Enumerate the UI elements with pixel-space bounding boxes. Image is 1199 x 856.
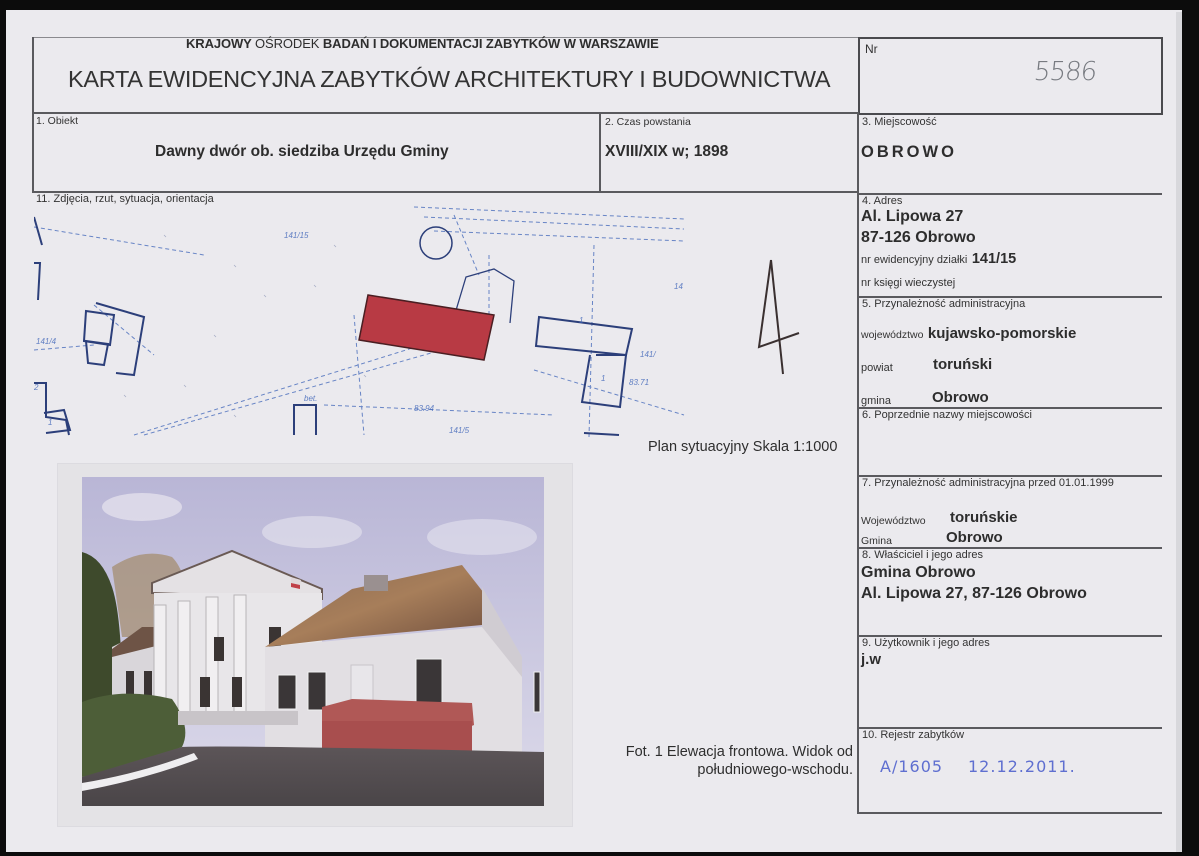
svg-text:83.94: 83.94 — [414, 404, 435, 413]
rule-3-4 — [858, 193, 1162, 195]
manor-house-photo — [82, 477, 544, 806]
photo-caption-line2: południowego-wschodu. — [697, 762, 853, 778]
poprzednie-nazwy-label: 6. Poprzednie nazwy miejscowości — [862, 409, 1032, 421]
adres-line2: 87-126 Obrowo — [861, 229, 976, 246]
svg-text:2: 2 — [34, 383, 39, 392]
svg-text:141/5: 141/5 — [449, 426, 470, 435]
institution-part-1: KRAJOWY — [186, 36, 256, 51]
dzialka-row — [861, 250, 1016, 268]
nr-label: Nr — [865, 42, 878, 56]
rejestr-label: 10. Rejestr zabytków — [862, 729, 965, 741]
czas-value: XVIII/XIX w; 1898 — [605, 143, 729, 160]
right-column-divider — [857, 112, 859, 814]
left-border — [32, 37, 34, 193]
uzytkownik-value: j.w — [861, 651, 882, 668]
svg-text:1: 1 — [601, 374, 606, 383]
svg-text:141/15: 141/15 — [284, 231, 309, 240]
uzytkownik-label: 9. Użytkownik i jego adres — [862, 637, 990, 649]
miejscowosc-value: OBROWO — [861, 143, 957, 161]
svg-text:141/4: 141/4 — [36, 337, 57, 346]
gmina-1999-label: Gmina — [861, 535, 892, 547]
obiekt-czas-divider — [599, 112, 601, 193]
obiekt-label: 1. Obiekt — [36, 115, 79, 127]
wojewodztwo-1999-label: Województwo — [861, 515, 926, 527]
paper-edge — [1176, 12, 1182, 852]
site-plan-map — [34, 205, 690, 437]
institution-name — [186, 36, 659, 51]
svg-text:141/: 141/ — [640, 350, 656, 359]
highlighted-building — [359, 295, 494, 360]
svg-text:1: 1 — [48, 418, 53, 427]
institution-part-3: BADAŃ I DOKUMENTACJI ZABYTKÓW W WARSZAWIE — [319, 36, 659, 51]
gmina-value: Obrowo — [932, 389, 989, 406]
dzialka-value: 141/15 — [971, 251, 1017, 267]
gmina-label: gmina — [861, 395, 891, 407]
adres-line1: Al. Lipowa 27 — [861, 208, 964, 225]
photo-caption — [604, 743, 853, 779]
svg-text:1: 1 — [579, 316, 584, 325]
adres-label: 4. Adres — [862, 195, 903, 207]
svg-text:bet.: bet. — [304, 394, 318, 403]
nr-value-handwritten: 5586 — [1032, 57, 1098, 87]
czas-label: 2. Czas powstania — [605, 116, 691, 128]
obiekt-value: Dawny dwór ob. siedziba Urzędu Gminy — [155, 143, 449, 160]
wojewodztwo-row — [861, 325, 1076, 343]
photo-caption-line1: Fot. 1 Elewacja frontowa. Widok od — [625, 744, 853, 760]
wlasciciel-line1: Gmina Obrowo — [861, 564, 976, 581]
ksiega-label: nr księgi wieczystej — [861, 277, 956, 289]
przynaleznosc-label: 5. Przynależność administracyjna — [862, 298, 1026, 310]
wlasciciel-label: 8. Właściciel i jego adres — [862, 549, 984, 561]
wlasciciel-line2: Al. Lipowa 27, 87-126 Obrowo — [861, 585, 1087, 602]
przynaleznosc-1999-label: 7. Przynależność administracyjna przed 01.01.1999 — [862, 477, 1114, 489]
wojewodztwo-label: województwo — [861, 329, 924, 341]
north-arrow-icon — [755, 258, 810, 383]
card-title: KARTA EWIDENCYJNA ZABYTKÓW ARCHITEKTURY I BUDOWNICTWA — [68, 66, 831, 92]
record-number-box — [858, 37, 1163, 115]
rule-10-bottom — [858, 812, 1162, 814]
powiat-value: toruński — [933, 356, 993, 373]
rejestr-date-handwritten: 12.12.2011. — [968, 757, 1076, 776]
svg-text:83.71: 83.71 — [629, 378, 650, 387]
wojewodztwo-1999-value: toruńskie — [950, 509, 1018, 526]
wojewodztwo-value: kujawsko-pomorskie — [927, 325, 1077, 342]
rejestr-number-handwritten: A/1605 — [880, 757, 944, 776]
miejscowosc-label: 3. Miejscowość — [862, 116, 937, 128]
building-photo — [82, 477, 544, 806]
institution-part-2: OŚRODEK — [255, 36, 320, 51]
row1-top-rule — [32, 112, 858, 114]
dzialka-label: nr ewidencyjny działki — [861, 254, 968, 266]
plan-caption: Plan sytuacyjny Skala 1:1000 — [648, 439, 838, 455]
svg-text:14: 14 — [674, 282, 683, 291]
zdjecia-label: 11. Zdjęcia, rzut, sytuacja, orientacja — [36, 193, 214, 205]
gmina-1999-value: Obrowo — [946, 529, 1003, 546]
powiat-label: powiat — [861, 362, 893, 374]
